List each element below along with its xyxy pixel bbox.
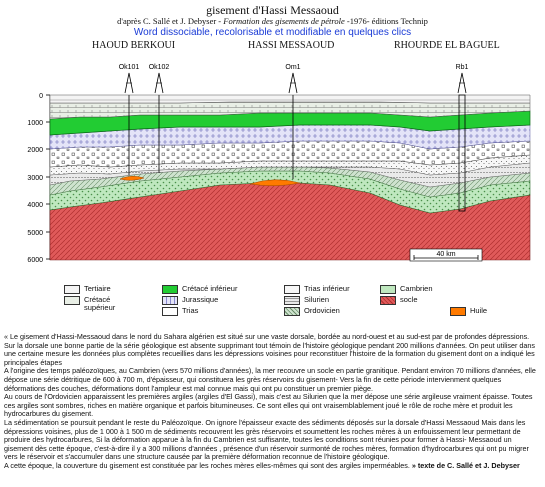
swatch-ordovicien: [284, 307, 300, 316]
legend-label-cretace-superieur: Crétacé supérieur: [84, 295, 116, 312]
well-label-ok101: Ok101: [118, 64, 140, 71]
credit-book: Formation des gisements de pétrole: [223, 16, 345, 26]
scale-bar: [410, 249, 482, 261]
legend-label-tertiaire: Tertiaire: [84, 284, 111, 293]
swatch-cretace-superieur: [64, 296, 80, 305]
swatch-socle: [380, 296, 396, 305]
legend-label-socle: socle: [400, 295, 418, 304]
paragraph-2: A l'origine des temps paléozoïques, au Cambrien (vers 570 millions d'années), la mer recouvre un socle en partie granitique. Pendant environ 70 millions d'années, elle dépose une série détritique de 600 à 700 m, d'épaisseur, qui constituera les grès réservoirs du gisement- Vers la fin de cette période intervienment quelques déformations des couches, déformations dont l'ampleur est mal connue mais qui ont pu constituer un premier piège.: [4, 366, 536, 393]
depth-tick-0: [39, 93, 50, 100]
paragraph-5: [4, 462, 542, 471]
legend-cambrien: [380, 285, 433, 294]
depth-label-2000: 2000: [27, 147, 43, 154]
legend: [58, 281, 498, 319]
scale-bar-label: 40 km: [436, 251, 456, 258]
legend-label-jurassique: Jurassique: [182, 295, 219, 304]
geological-cross-section: [0, 55, 545, 270]
legend-tertiaire: [64, 285, 111, 294]
swatch-trias: [162, 307, 178, 316]
page-title: gisement d'Hassi Messaoud: [206, 3, 339, 17]
legend-huile: [450, 307, 487, 316]
legend-silurien: [284, 296, 329, 305]
legend-socle: [380, 296, 418, 305]
swatch-jurassique: [162, 296, 178, 305]
legend-label-silurien: Silurien: [304, 295, 330, 304]
well-label-ok102: Ok102: [148, 64, 170, 71]
depth-tick-2000: [27, 147, 50, 154]
well-label-rb1: Rb1: [455, 64, 469, 71]
well-label-om1: Om1: [285, 64, 301, 71]
depth-tick-3000: [27, 175, 50, 182]
depth-label-0: 0: [39, 93, 43, 100]
depth-label-5000: 5000: [27, 230, 43, 237]
legend-cretace-superieur: [64, 296, 115, 312]
depth-label-3000: 3000: [27, 175, 43, 182]
swatch-cambrien: [380, 285, 396, 294]
layer-tertiaire: [50, 95, 530, 103]
legend-trias: [162, 307, 198, 316]
legend-label-ordovicien: Ordovicien: [304, 306, 340, 315]
legend-jurassique: [162, 296, 218, 305]
swatch-tertiaire: [64, 285, 80, 294]
depth-label-4000: 4000: [27, 202, 43, 209]
paragraph-1: « Le gisement d'Hassi-Messaoud dans le nord du Sahara algérien est situé sur une vaste dorsale, bordée au nord-ouest et au sud-est par de profondes dépressions. Sur la dorsale une bonne partie de la série géologique est absente supprimant tout témoin de l'histoire géologique pendant 200 millions d'années. On peut utiliser dans une certaine mesure les données plus complètes recueillies dans les dépressions voisines pour reconstituer l'histoire de la formation du gisement dont on a indiqué les principales étapes: [4, 332, 535, 367]
legend-label-cretace-inferieur: Crétacé inférieur: [182, 284, 238, 293]
legend-ordovicien: [284, 307, 340, 316]
paragraph-3: Au cours de l'Ordovicien apparaissent les premières argiles (argiles d'El Gassi), mais c'est au Silurien que la mer dépose une série argileuse vraiment épaisse. Toutes ces argiles sont sombres, riches en matière organique et parfois bitumineuses. Ce sont elles qui ont vraisemblablement joué le rôle de roche mère et produit les hydrocarbures du gisement.: [4, 392, 533, 419]
location-rhourde-el-baguel: RHOURDE EL BAGUEL: [394, 40, 500, 51]
legend-label-trias: Trias: [182, 306, 199, 315]
location-haoud-berkoui: HAOUD BERKOUI: [92, 40, 176, 51]
text-attribution: » texte de C. Sallé et J. Debyser: [411, 460, 520, 470]
depth-label-6000: 6000: [27, 257, 43, 264]
swatch-huile: [450, 307, 466, 316]
source-credit: [0, 16, 545, 26]
depth-tick-5000: [27, 230, 50, 237]
depth-axis: [27, 93, 50, 264]
description-text: [4, 333, 542, 471]
swatch-cretace-inferieur: [162, 285, 178, 294]
location-hassi-messaoud: HASSI MESSAOUD: [248, 40, 335, 51]
credit-prefix: d'après C. Sallé et J. Debyser -: [117, 16, 224, 26]
paragraph-5-text: A cette époque, la couverture du gisement est constituée par les roches mères elles-mêmes qui sont des argiles imperméables.: [4, 460, 412, 470]
depth-tick-1000: [27, 120, 50, 127]
legend-cretace-inferieur: [162, 285, 237, 294]
legend-label-huile: Huile: [470, 306, 488, 315]
depth-tick-4000: [27, 202, 50, 209]
subtitle-link[interactable]: Word dissociable, recolorisable et modifiable en quelques clics: [133, 27, 412, 38]
legend-trias-inferieur: [284, 285, 350, 294]
swatch-trias-inferieur: [284, 285, 300, 294]
legend-label-cambrien: Cambrien: [400, 284, 433, 293]
paragraph-4: La sédimentation se poursuit pendant le reste du Paléozoïque. On ignore l'épaisseur exacte des sédiments déposés sur la dorsale d'Hassi Messaoud Mais dans les dépressions voisines, plus de 1 000 à 1 500 m de sédiments recouvrent les grès réservoirs et soumettent les roches mères à un enfouissement leur permettant de produire des hydrocarbures, Si la déformation apparue à la fin du Cambrien est suffisante, toutes les conditions sont réunies pour former à Hassi- Messaoud un gisement dès cette époque, c'est-à-dire il y a 300 millions d'années , présence d'un réservoir surmonté de roches mères, formation d'hydrocarbures qui ont pu migrer vers le réservoir et s'accumuler dans une structure causée par la première déformation reconnue de l'histoire géologique.: [4, 417, 529, 462]
legend-label-trias-inferieur: Trias inférieur: [304, 284, 350, 293]
depth-label-1000: 1000: [27, 120, 43, 127]
credit-suffix: -1976- éditions Technip: [344, 16, 428, 26]
swatch-silurien: [284, 296, 300, 305]
depth-tick-6000: [27, 257, 50, 264]
